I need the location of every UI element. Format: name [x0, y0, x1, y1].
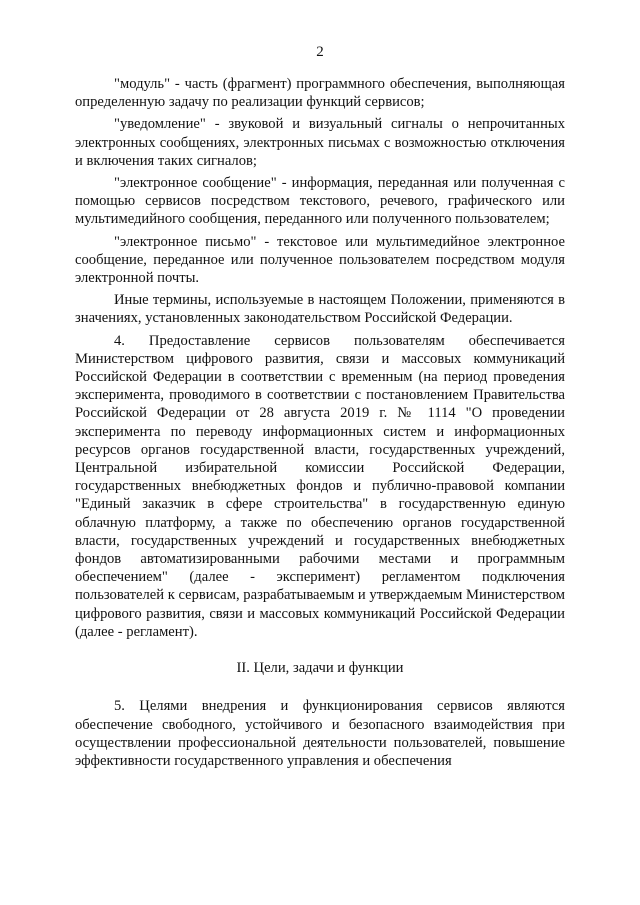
clause-5-paragraph: 5. Целями внедрения и функционирования сервисов являются обеспечение свободного, устойчивого и безопасного взаимодействия при осуществлении профессиональной деятельности пользователей, повышение эффективности государственного управления и обеспечения [75, 698, 565, 769]
definition-paragraph-electronic-letter: "электронное письмо" - текстовое или мультимедийное электронное сообщение, переданное или полученное пользователем посредством модуля электронной почты. [75, 233, 565, 287]
definition-paragraph-notification: "уведомление" - звуковой и визуальный сигналы о непрочитанных электронных сообщениях, электронных письмах с возможностью отключения и включения таких сигналов; [75, 116, 565, 169]
definition-paragraph-electronic-message: "электронное сообщение" - информация, переданная или полученная с помощью сервисов посредством текстового, речевого, графического или мультимедийного сообщения, переданного или полученного пользователем; [75, 175, 565, 228]
clause-4-paragraph: 4. Предоставление сервисов пользователям обеспечивается Министерством цифрового развития, связи и массовых коммуникаций Российской Федерации в соответствии с временным (на период проведения эксперимента, проводимого в соответствии с постановлением Правительства Российской Федерации от 28 августа 2019 г. № 1114 "О проведении эксперимента по переводу информационных систем и информационных ресурсов органов государственной власти, государственных учреждений, Центральной избирательной комиссии Российской Федерации, государственных внебюджетных фондов и публично-правовой компании "Единый заказчик в сфере строительства" в государственную единую облачную платформу, а также по обеспечению органов государственной власти, государственных учреждений и государственных внебюджетных фондов автоматизированными рабочими местами и программным обеспечением" (далее - эксперимент) регламентом подключения пользователей к сервисам, разрабатываемым и утверждаемым Министерством цифрового развития, связи и массовых коммуникаций Российской Федерации (далее - регламент). [75, 332, 565, 640]
definition-paragraph-module: "модуль" - часть (фрагмент) программного обеспечения, выполняющая определенную задачу по реализации функций сервисов; [75, 76, 565, 111]
section-heading: II. Цели, задачи и функции [236, 660, 404, 677]
other-terms-paragraph: Иные термины, используемые в настоящем Положении, применяются в значениях, установленных законодательством Российской Федерации. [75, 292, 565, 327]
document-body [75, 75, 565, 774]
page-number: 2 [316, 44, 324, 60]
